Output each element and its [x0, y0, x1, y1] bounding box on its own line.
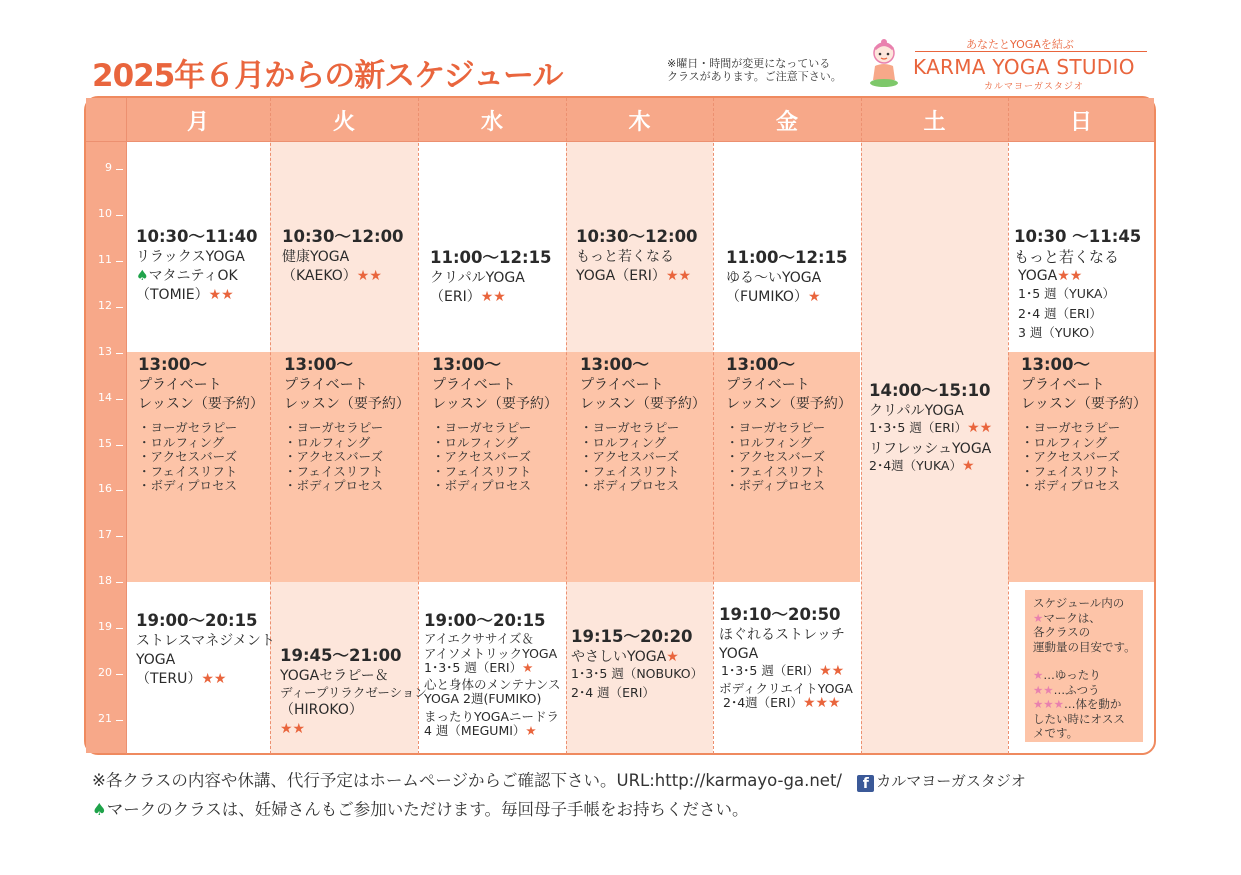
private-lesson-mon: 13:00～ プライベート レッスン（要予約） ・ヨーガセラピー ・ロルフィング ・アクセスバーズ ・フェイスリフト ・ボディプロセス	[138, 355, 264, 493]
day-header-wed: 水	[418, 98, 566, 142]
star-rating: ★★	[665, 268, 692, 284]
private-lesson-wed: 13:00～ プライベート レッスン（要予約） ・ヨーガセラピー ・ロルフィング ・アクセスバーズ ・フェイスリフト ・ボディプロセス	[432, 355, 558, 493]
spade-icon: ♠	[92, 800, 107, 819]
facebook-icon: f	[857, 775, 874, 792]
logo-kana: カルマヨーガスタジオ	[984, 82, 1084, 92]
header-divider	[86, 141, 1154, 142]
column-divider	[861, 98, 862, 754]
class-fri-evening: 19:10～20:50 ほぐれるストレッチ YOGA 1･3･5 週（ERI）★★ ボディクリエイトYOGA 2･4週（ERI）★★★	[719, 605, 853, 711]
star-rating: ★★	[480, 289, 506, 305]
star-rating: ★★	[356, 268, 382, 284]
logo-divider	[915, 51, 1147, 52]
schedule-change-notice: ※曜日・時間が変更になっている クラスがあります。ご注意下さい。	[667, 57, 842, 83]
class-thu-morning: 10:30～12:00 もっと若くなる YOGA（ERI）★★	[576, 227, 698, 284]
star-rating: ★★	[201, 671, 227, 687]
private-lesson-thu: 13:00～ プライベート レッスン（要予約） ・ヨーガセラピー ・ロルフィング ・アクセスバーズ ・フェイスリフト ・ボディプロセス	[580, 355, 706, 493]
private-lesson-tue: 13:00～ プライベート レッスン（要予約） ・ヨーガセラピー ・ロルフィング ・アクセスバーズ ・フェイスリフト ・ボディプロセス	[284, 355, 410, 493]
day-header-sun: 日	[1008, 98, 1154, 142]
spade-icon: ♠	[136, 268, 149, 284]
class-mon-morning: 10:30～11:40 リラックスYOGA ♠マタニティOK （TOMIE）★★	[136, 227, 258, 303]
mascot-logo	[864, 36, 904, 88]
column-divider	[713, 98, 714, 754]
private-lesson-fri: 13:00～ プライベート レッスン（要予約） ・ヨーガセラピー ・ロルフィング ・アクセスバーズ ・フェイスリフト ・ボディプロセス	[726, 355, 852, 493]
day-header-fri: 金	[713, 98, 861, 142]
class-mon-evening: 19:00～20:15 ストレスマネジメント YOGA （TERU）★★	[136, 611, 275, 687]
star-rating: ★★	[208, 287, 234, 303]
class-tue-morning: 10:30～12:00 健康YOGA （KAEKO）★★	[282, 227, 404, 284]
footer-url-note: ※各クラスの内容や休講、代行予定はホームページからご確認下さい。URL:http://karmayo-ga.net/	[92, 771, 842, 790]
class-sun-morning: 10:30 ～11:45 もっと若くなる YOGA★★ 1･5 週（YUKA） 2･4 週（ERI） 3 週（YUKO）	[1014, 227, 1142, 340]
star-rating: ★★	[1057, 268, 1083, 284]
page-title: 2025年６月からの新スケジュール	[92, 58, 563, 94]
star-rating: ★	[807, 289, 821, 305]
day-header-tue: 火	[270, 98, 418, 142]
maternity-note: ♠マークのクラスは、妊婦さんもご参加いただけます。毎回母子手帳をお持ちください。	[92, 800, 749, 819]
logo-name: KARMA YOGA STUDIO	[913, 55, 1135, 79]
day-header-mon: 月	[126, 98, 270, 142]
column-divider	[1008, 98, 1009, 754]
class-sat: 14:00～15:10 クリパルYOGA 1･3･5 週（ERI）★★ リフレッシュYOGA 2･4週（YUKA）★	[869, 381, 993, 474]
logo-tagline: あなたとYOGAを結ぶ	[966, 38, 1074, 51]
header-corner	[86, 98, 126, 142]
star-rating: ★★	[280, 720, 306, 737]
private-lesson-sun: 13:00～ プライベート レッスン（要予約） ・ヨーガセラピー ・ロルフィング ・アクセスバーズ ・フェイスリフト ・ボディプロセス	[1021, 355, 1147, 493]
day-header-thu: 木	[566, 98, 713, 142]
footer-note	[92, 767, 1026, 792]
star-legend: スケジュール内の ★マークは、 各クラスの 運動量の目安です。 ★…ゆったり ★★…ふつう ★★★…体を動か したい時にオスス メです。	[1025, 590, 1143, 742]
day-header-sat: 土	[861, 98, 1008, 142]
class-fri-morning: 11:00～12:15 ゆる～いYOGA （FUMIKO）★	[726, 248, 848, 305]
facebook-link[interactable]: f カルマヨーガスタジオ	[857, 772, 1026, 790]
class-wed-morning: 11:00～12:15 クリパルYOGA （ERI）★★	[430, 248, 552, 305]
class-wed-evening: 19:00～20:15 アイエクササイズ＆ アイソメトリックYOGA 1･3･5 週（ERI）★ 心と身体のメンテナンス YOGA 2週(FUMIKO) まったりYOGAニードラ 4 週（MEGUMI）★	[424, 611, 561, 738]
column-divider	[126, 98, 127, 754]
class-tue-evening: 19:45～21:00 YOGAセラピー＆ ディープリラクゼーション （HIROKO） ★★	[280, 646, 427, 737]
class-thu-evening: 19:15～20:20 やさしいYOGA★ 1･3･5 週（NOBUKO） 2･4 週（ERI）	[571, 627, 704, 700]
column-divider	[566, 98, 567, 754]
